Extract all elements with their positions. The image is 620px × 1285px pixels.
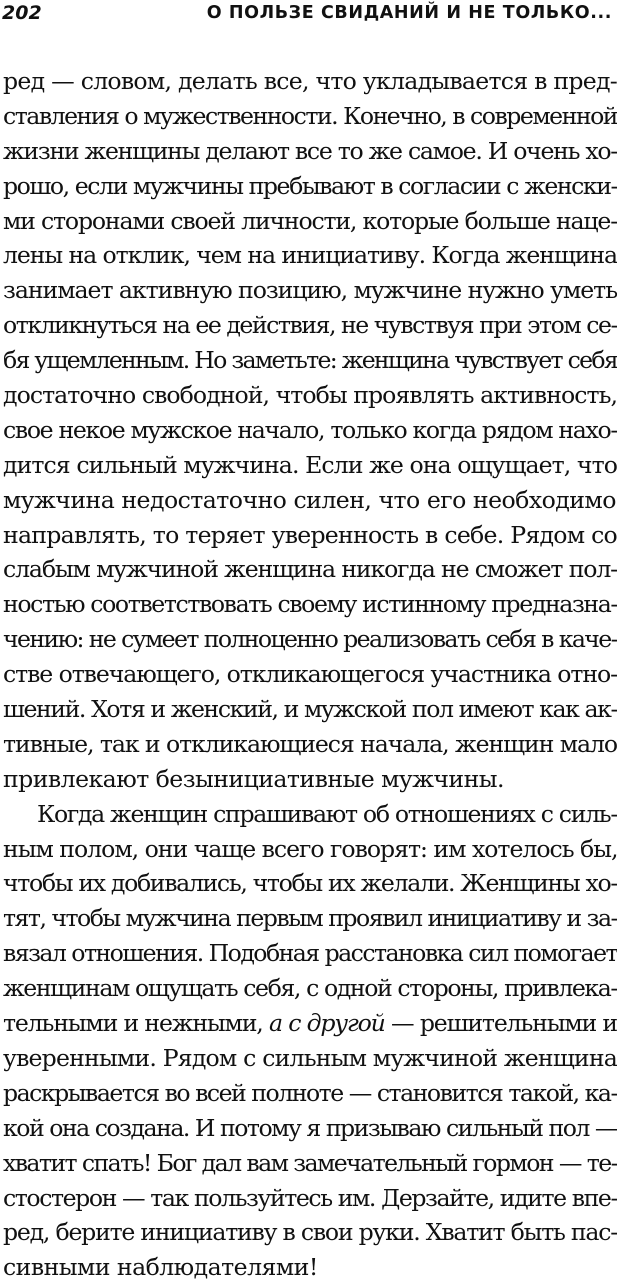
text-line: мужчина недостаточно силен, что его необходимо	[3, 485, 616, 514]
text-line: ред — словом, делать все, что укладывается в пред-	[3, 67, 617, 95]
text-line: тят, чтобы мужчина первым проявил инициативу и за-	[3, 904, 617, 933]
text-line: бя ущемленным. Но заметьте: женщина чувствует себя	[3, 346, 617, 375]
text-line: сивными наблюдателями!	[3, 1253, 318, 1282]
text-line: достаточно свободной, чтобы проявлять активность,	[3, 381, 617, 410]
text-line: чению: не сумеет полноценно реализовать себя в каче-	[3, 625, 617, 654]
text-line: жизни женщины делают все то же самое. И очень хо-	[3, 136, 617, 165]
text-line: слабым мужчиной женщина никогда не сможет пол-	[3, 555, 617, 584]
text-line: хватит спать! Бог дал вам замечательный гормон — те-	[3, 1148, 617, 1177]
text-fragment: тельными и нежными,	[3, 1009, 269, 1038]
text-line: ным полом, они чаще всего говорят: им хотелось бы,	[3, 834, 617, 863]
page-number: 202	[2, 2, 42, 24]
text-line: стве отвечающего, откликающегося участника отно-	[3, 660, 617, 689]
text-line: занимает активную позицию, мужчине нужно уметь	[3, 276, 617, 305]
text-line: тивные, так и откликающиеся начала, женщин мало	[3, 729, 617, 758]
text-line: ми сторонами своей личности, которые больше наце-	[3, 206, 617, 235]
text-line: раскрывается во всей полноте — становится такой, ка-	[3, 1078, 617, 1107]
text-line	[3, 1006, 617, 1041]
text-line: стостерон — так пользуйтесь им. Дерзайте, идите впе-	[3, 1183, 617, 1212]
text-fragment: — решительными и	[384, 1009, 617, 1038]
text-line: лены на отклик, чем на инициативу. Когда женщина	[3, 241, 617, 270]
text-line: ставления о мужественности. Конечно, в современной	[3, 101, 617, 130]
paragraph-2	[3, 797, 617, 1285]
text-line: уверенными. Рядом с сильным мужчиной женщина	[3, 1043, 617, 1072]
text-line: шений. Хотя и женский, и мужской пол имеют как ак-	[3, 695, 617, 724]
text-line: вязал отношения. Подобная расстановка сил помогает	[3, 939, 617, 968]
text-line: рошо, если мужчины пребывают в согласии с женски-	[3, 171, 617, 200]
text-line	[3, 797, 617, 832]
text-line: направлять, то теряет уверенность в себе. Рядом со	[3, 520, 617, 549]
text-line: чтобы их добивались, чтобы их желали. Женщины хо-	[3, 869, 617, 898]
text-line: женщинам ощущать себя, с одной стороны, привлека-	[3, 974, 617, 1003]
paragraph-1	[3, 64, 617, 797]
italic-text-fragment: а с другой	[268, 1009, 385, 1038]
text-line: откликнуться на ее действия, не чувствуя при этом се-	[3, 311, 617, 340]
text-line: ред, берите инициативу в свои руки. Хватит быть пас-	[3, 1218, 617, 1247]
text-line-content: Когда женщин спрашивают об отношениях с силь-	[37, 799, 617, 828]
text-line: привлекают безынициативные мужчины.	[3, 764, 504, 793]
page-header	[2, 0, 612, 30]
text-line: дится сильный мужчина. Если же она ощущает, что	[3, 450, 617, 479]
text-line: свое некое мужское начало, только когда рядом нахо-	[3, 415, 617, 444]
text-line: ностью соответствовать своему истинному предназна-	[3, 590, 617, 619]
text-line: кой она создана. И потому я призываю сильный пол —	[3, 1113, 617, 1142]
running-title: О ПОЛЬЗЕ СВИДАНИЙ И НЕ ТОЛЬКО...	[206, 3, 612, 23]
body-text	[3, 64, 617, 1285]
